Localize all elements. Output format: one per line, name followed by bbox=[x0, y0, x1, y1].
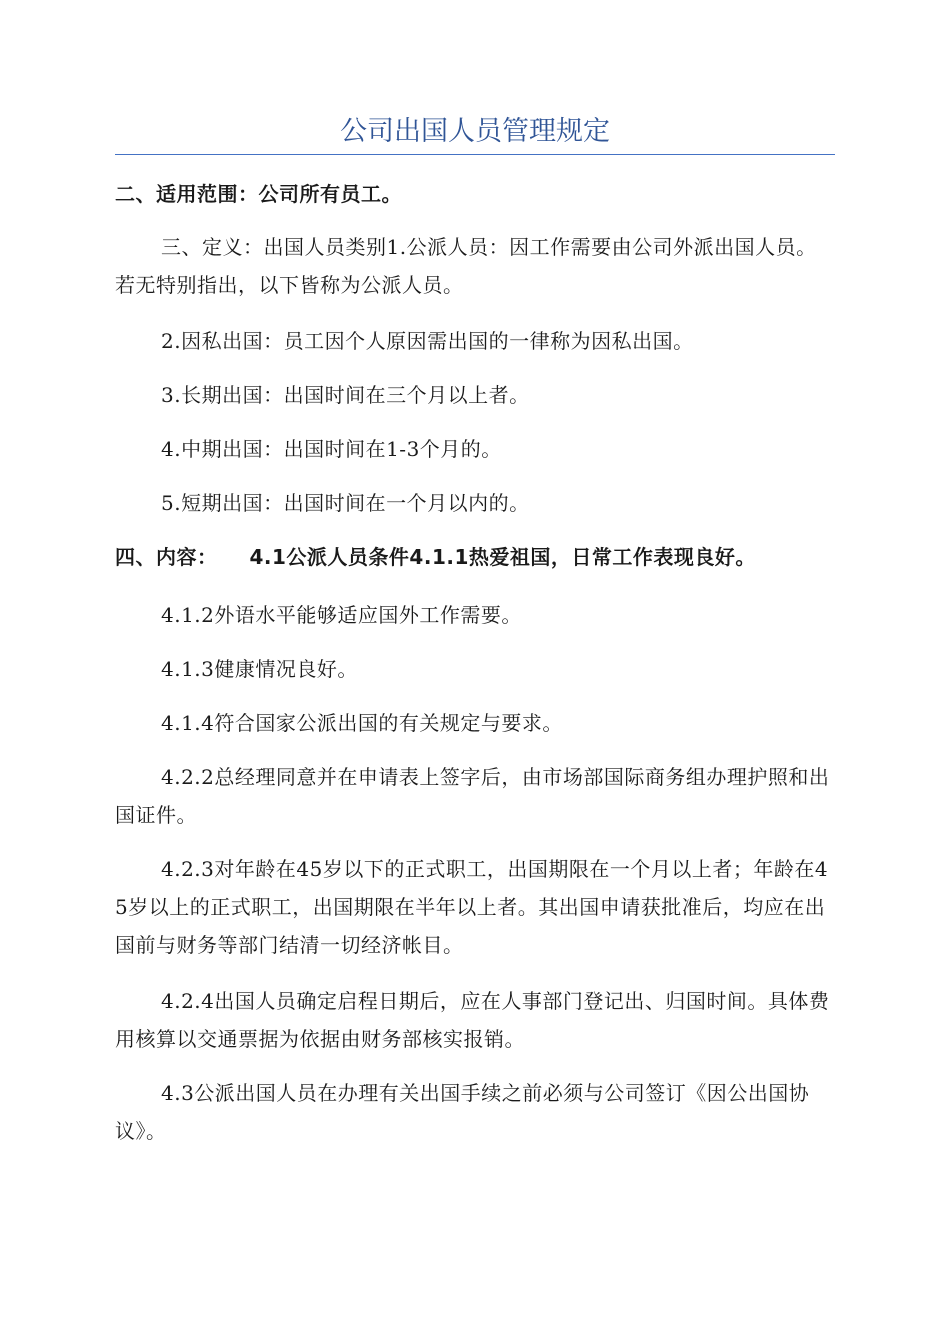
definition-item-5: 5.短期出国：出国时间在一个月以内的。 bbox=[161, 491, 530, 515]
section-content-first-item: 4.1公派人员条件4.1.1热爱祖国，日常工作表现良好。 bbox=[249, 545, 756, 569]
document-title: 公司出国人员管理规定 bbox=[340, 116, 610, 147]
definition-item-4: 4.中期出国：出国时间在1-3个月的。 bbox=[161, 437, 502, 461]
item-4-3: 4.3公派出国人员在办理有关出国手续之前必须与公司签订《因公出国协议》。 bbox=[115, 1081, 810, 1143]
section-scope-heading: 二、适用范围：公司所有员工。 bbox=[115, 182, 402, 206]
item-4-1-2: 4.1.2外语水平能够适应国外工作需要。 bbox=[161, 603, 522, 627]
item-4-1-3: 4.1.3健康情况良好。 bbox=[161, 657, 358, 681]
item-4-2-2: 4.2.2总经理同意并在申请表上签字后，由市场部国际商务组办理护照和出国证件。 bbox=[115, 765, 830, 827]
item-4-2-3: 4.2.3对年龄在45岁以下的正式职工，出国期限在一个月以上者；年龄在45岁以上的正式职工，出国期限在半年以上者。其出国申请获批准后，均应在出国前与财务等部门结清一切经济帐目。 bbox=[115, 857, 829, 957]
title-underline bbox=[115, 154, 835, 155]
section-content-heading bbox=[115, 538, 835, 576]
definition-item-3: 3.长期出国：出国时间在三个月以上者。 bbox=[161, 383, 530, 407]
definition-item-2: 2.因私出国：员工因个人原因需出国的一律称为因私出国。 bbox=[161, 329, 694, 353]
item-4-2-4: 4.2.4出国人员确定启程日期后，应在人事部门登记出、归国时间。具体费用核算以交通票据为依据由财务部核实报销。 bbox=[115, 989, 830, 1051]
item-4-1-4: 4.1.4符合国家公派出国的有关规定与要求。 bbox=[161, 711, 563, 735]
section-content-label: 四、内容： bbox=[115, 545, 218, 569]
definition-paragraph: 三、定义：出国人员类别1.公派人员：因工作需要由公司外派出国人员。若无特别指出，以下皆称为公派人员。 bbox=[115, 235, 817, 297]
